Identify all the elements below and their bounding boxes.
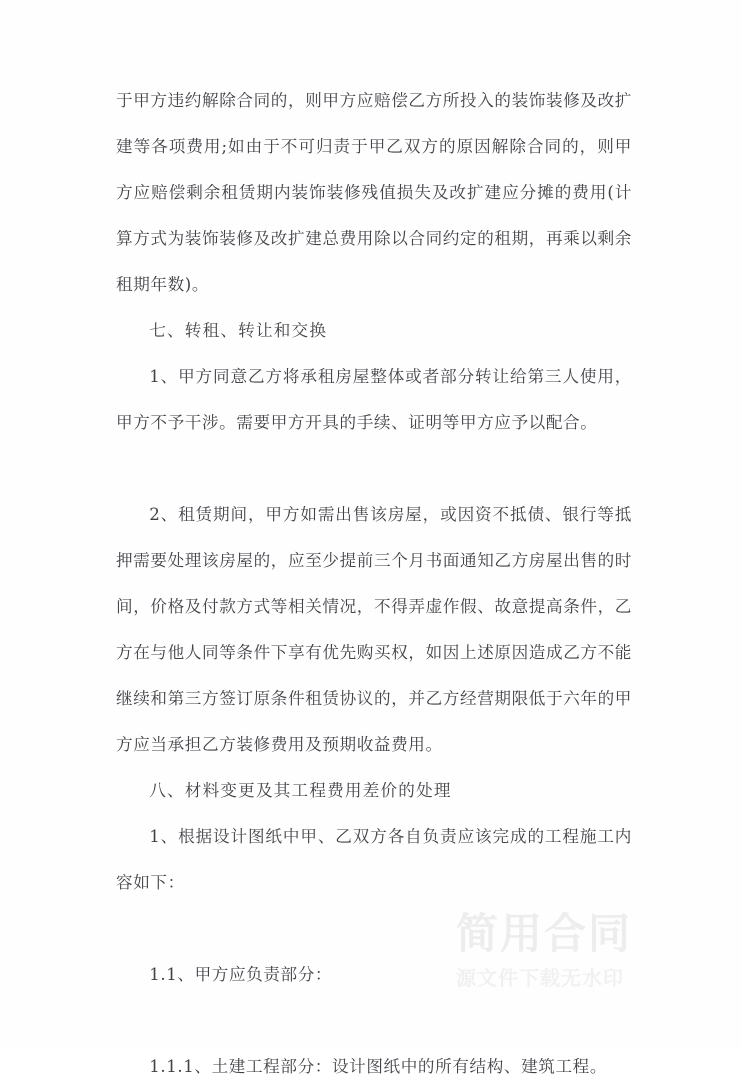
paragraph-7-1: 1、甲方同意乙方将承租房屋整体或者部分转让给第三人使用，甲方不予干涉。需要甲方开具的手续、证明等甲方应予以配合。: [116, 367, 632, 432]
document-body: [116, 78, 632, 1090]
section-heading-eight: 八、材料变更及其工程费用差价的处理: [149, 781, 452, 800]
paragraph-8-1-1: 1.1、甲方应负责部分：: [149, 965, 333, 984]
paragraph-8-1-1-1: 1.1.1、土建工程部分：设计图纸中的所有结构、建筑工程。: [149, 1057, 608, 1076]
paragraph-compensation: 于甲方违约解除合同的，则甲方应赔偿乙方所投入的装饰装修及改扩建等各项费用;如由于不可归责于甲乙双方的原因解除合同的，则甲方应赔偿剩余租赁期内装饰装修残值损失及改扩建应分摊的费用(计算方式为装饰装修及改扩建总费用除以合同约定的租期，再乘以剩余租期年数)。: [116, 91, 632, 294]
watermark-logo-text: 简用合同: [456, 908, 633, 958]
watermark-tagline-text: 源文件下载无水印: [456, 966, 624, 990]
section-heading-seven: 七、转租、转让和交换: [149, 321, 328, 340]
paragraph-7-2: 2、租赁期间，甲方如需出售该房屋，或因资不抵债、银行等抵押需要处理该房屋的，应至少提前三个月书面通知乙方房屋出售的时间，价格及付款方式等相关情况，不得弄虚作假、故意提高条件，乙方在与他人同等条件下享有优先购买权，如因上述原因造成乙方不能继续和第三方签订原条件租赁协议的，并乙方经营期限低于六年的甲方应当承担乙方装修费用及预期收益费用。: [116, 505, 632, 754]
paragraph-8-1: 1、根据设计图纸中甲、乙双方各自负责应该完成的工程施工内容如下：: [116, 827, 632, 892]
